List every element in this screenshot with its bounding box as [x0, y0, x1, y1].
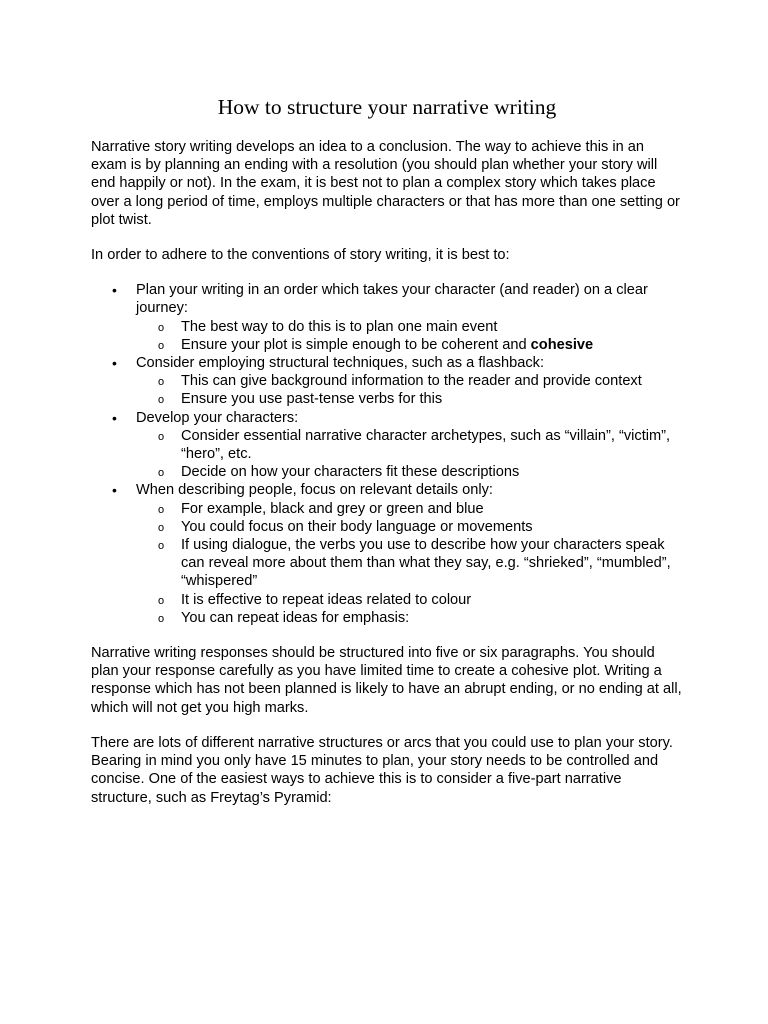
sub-list-item-text: If using dialogue, the verbs you use to describe how your characters speak can reveal more about them than what they say, e.g. “shrieked”, “mumbled”, “whispered”	[181, 537, 671, 590]
sub-list-item	[136, 591, 683, 609]
bullet-marker: •	[112, 409, 117, 426]
sub-list-item	[136, 463, 683, 481]
list-item	[91, 409, 683, 482]
sub-list	[136, 427, 683, 482]
sub-list-item	[136, 518, 683, 536]
list-item-text: When describing people, focus on relevant details only:	[136, 482, 493, 499]
list-item	[91, 281, 683, 354]
sub-bullet-marker: o	[158, 594, 165, 607]
sub-bullet-marker: o	[158, 521, 165, 534]
sub-list-item-text: It is effective to repeat ideas related to colour	[181, 591, 472, 608]
sub-bullet-marker: o	[158, 467, 165, 480]
body-paragraph: Narrative writing responses should be structured into five or six paragraphs. You should plan your response carefully as you have limited time to create a cohesive plot. Writing a response which has not been planned is likely to have an abrupt ending, or no ending at all, which will not get you high marks.	[91, 645, 682, 716]
sub-bullet-marker: o	[158, 612, 165, 625]
emphasis-text: cohesive	[530, 336, 594, 353]
sub-list-item	[136, 318, 683, 336]
sub-bullet-marker: o	[158, 503, 165, 516]
sub-bullet-marker: o	[158, 376, 165, 389]
intro-paragraph: Narrative story writing develops an idea to a conclusion. The way to achieve this in an exam is by planning an ending with a resolution (you should plan whether your story will end happily or not). In the exam, it is best not to plan a complex story which takes place over a long period of time, employs multiple characters or that has more than one setting or plot twist.	[91, 139, 680, 228]
spacer	[91, 627, 683, 644]
sub-list-item-text: This can give background information to the reader and provide context	[181, 373, 642, 390]
sub-list-item-text: You can repeat ideas for emphasis:	[181, 609, 410, 626]
sub-bullet-marker: o	[158, 540, 165, 553]
spacer	[91, 717, 683, 734]
list-item-text: Develop your characters:	[136, 409, 299, 426]
page-title: How to structure your narrative writing	[217, 95, 557, 119]
sub-list-item	[136, 536, 683, 591]
sub-list-item	[136, 372, 683, 390]
bullet-marker: •	[112, 355, 117, 372]
bullet-list	[91, 281, 683, 627]
sub-list-item-text: Consider essential narrative character archetypes, such as “villain”, “victim”, “hero”, etc.	[181, 427, 671, 463]
sub-list	[136, 318, 683, 354]
lead-in-paragraph: In order to adhere to the conventions of story writing, it is best to:	[91, 247, 510, 264]
sub-bullet-marker: o	[158, 430, 165, 443]
list-item-text: Plan your writing in an order which takes your character (and reader) on a clear journey:	[136, 282, 648, 317]
bullet-marker: •	[112, 282, 117, 299]
sub-list-item-text: Ensure your plot is simple enough to be coherent and	[181, 336, 531, 353]
sub-list-item-text: Ensure you use past-tense verbs for this	[181, 391, 443, 408]
body-paragraph: There are lots of different narrative structures or arcs that you could use to plan your story. Bearing in mind you only have 15 minutes to plan, your story needs to be controlled and concise. One of the easiest ways to achieve this is to consider a five-part narrative structure, such as Freytag’s Pyramid:	[91, 734, 673, 806]
list-item-text: Consider employing structural techniques, such as a flashback:	[136, 355, 545, 372]
list-item	[91, 481, 683, 627]
sub-list-item	[136, 336, 683, 354]
document-page	[91, 92, 683, 807]
sub-list-item-text: Decide on how your characters fit these descriptions	[181, 464, 520, 481]
sub-bullet-marker: o	[158, 339, 165, 352]
bullet-marker: •	[112, 482, 117, 499]
sub-list	[136, 372, 683, 408]
sub-bullet-marker: o	[158, 394, 165, 407]
sub-list-item-text: The best way to do this is to plan one main event	[181, 318, 498, 335]
sub-list-item-text: For example, black and grey or green and blue	[181, 500, 484, 517]
list-item	[91, 354, 683, 409]
sub-list-item	[136, 500, 683, 518]
sub-bullet-marker: o	[158, 321, 165, 334]
sub-list-item	[136, 609, 683, 627]
sub-list-item-text: You could focus on their body language or movements	[181, 518, 533, 535]
sub-list	[136, 500, 683, 627]
sub-list-item	[136, 427, 683, 463]
spacer	[91, 264, 683, 281]
sub-list-item	[136, 390, 683, 408]
spacer	[91, 229, 683, 246]
